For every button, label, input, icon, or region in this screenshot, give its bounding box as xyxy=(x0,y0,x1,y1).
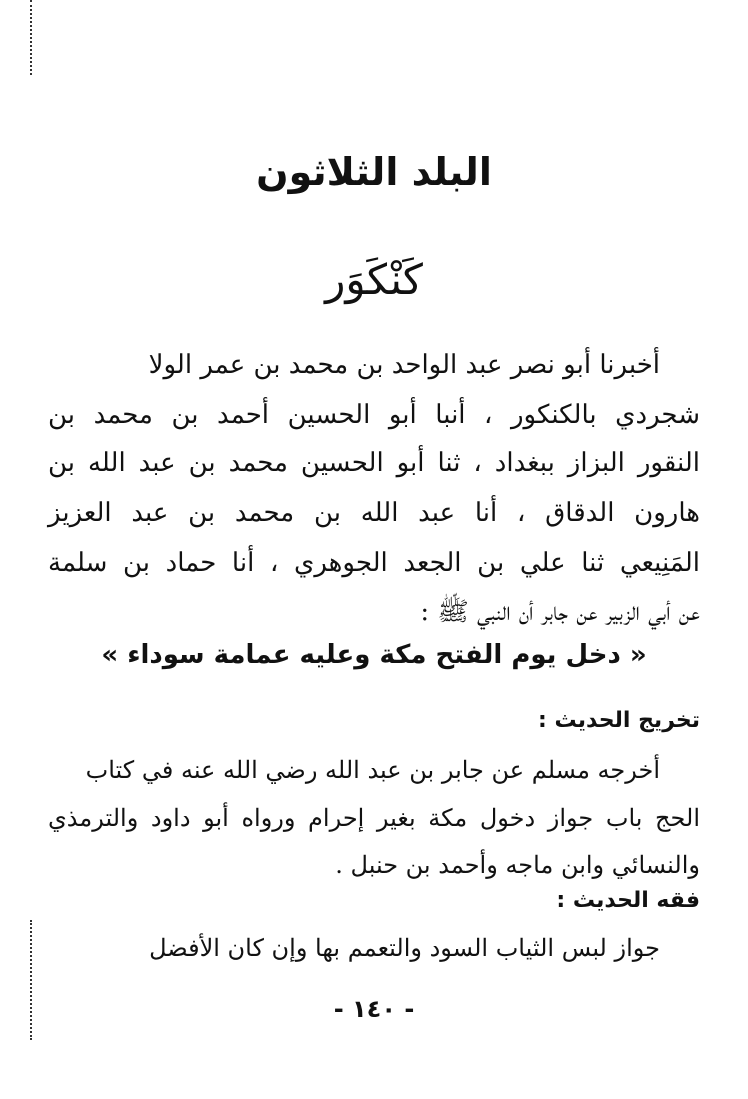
place-name: كَنْكَوَر xyxy=(325,255,423,304)
chapter-title: البلد الثلاثون xyxy=(256,150,492,194)
hadith-text: « دخل يوم الفتح مكة وعليه عمامة سوداء » xyxy=(101,640,647,670)
fiqh-line: جواز لبس الثياب السود والتعمم بها وإن كان الأفضل xyxy=(149,934,660,962)
isnad-line: شجردي بالكنكور ، أنبا أبو الحسين أحمد بن محمد بن xyxy=(48,400,700,430)
takhrij-line: أخرجه مسلم عن جابر بن عبد الله رضي الله عنه في كتاب xyxy=(85,756,660,784)
isnad-line: أخبرنا أبو نصر عبد الواحد بن محمد بن عمر الولا xyxy=(148,350,660,380)
isnad-line: النقور البزاز ببغداد ، ثنا أبو الحسين محمد بن عبد الله بن xyxy=(48,448,700,478)
fiqh-heading: فقه الحديث : xyxy=(556,888,700,913)
isnad-line: هارون الدقاق ، أنا عبد الله بن محمد بن عبد العزيز xyxy=(48,498,700,528)
takhrij-line: الحج باب جواز دخول مكة بغير إحرام ورواه أبو داود والترمذي xyxy=(48,804,700,832)
binding-edge-line-top xyxy=(30,0,32,75)
isnad-line: المَنِيعي ثنا علي بن الجعد الجوهري ، أنا حماد بن سلمة xyxy=(48,548,700,578)
takhrij-heading: تخريج الحديث : xyxy=(538,708,700,733)
isnad-line: عن أبي الزبير عن جابر أن النبي ﷺ : xyxy=(420,597,700,627)
page-number: - ١٤٠ - xyxy=(333,995,415,1023)
takhrij-line: والنسائي وابن ماجه وأحمد بن حنبل . xyxy=(335,851,700,879)
